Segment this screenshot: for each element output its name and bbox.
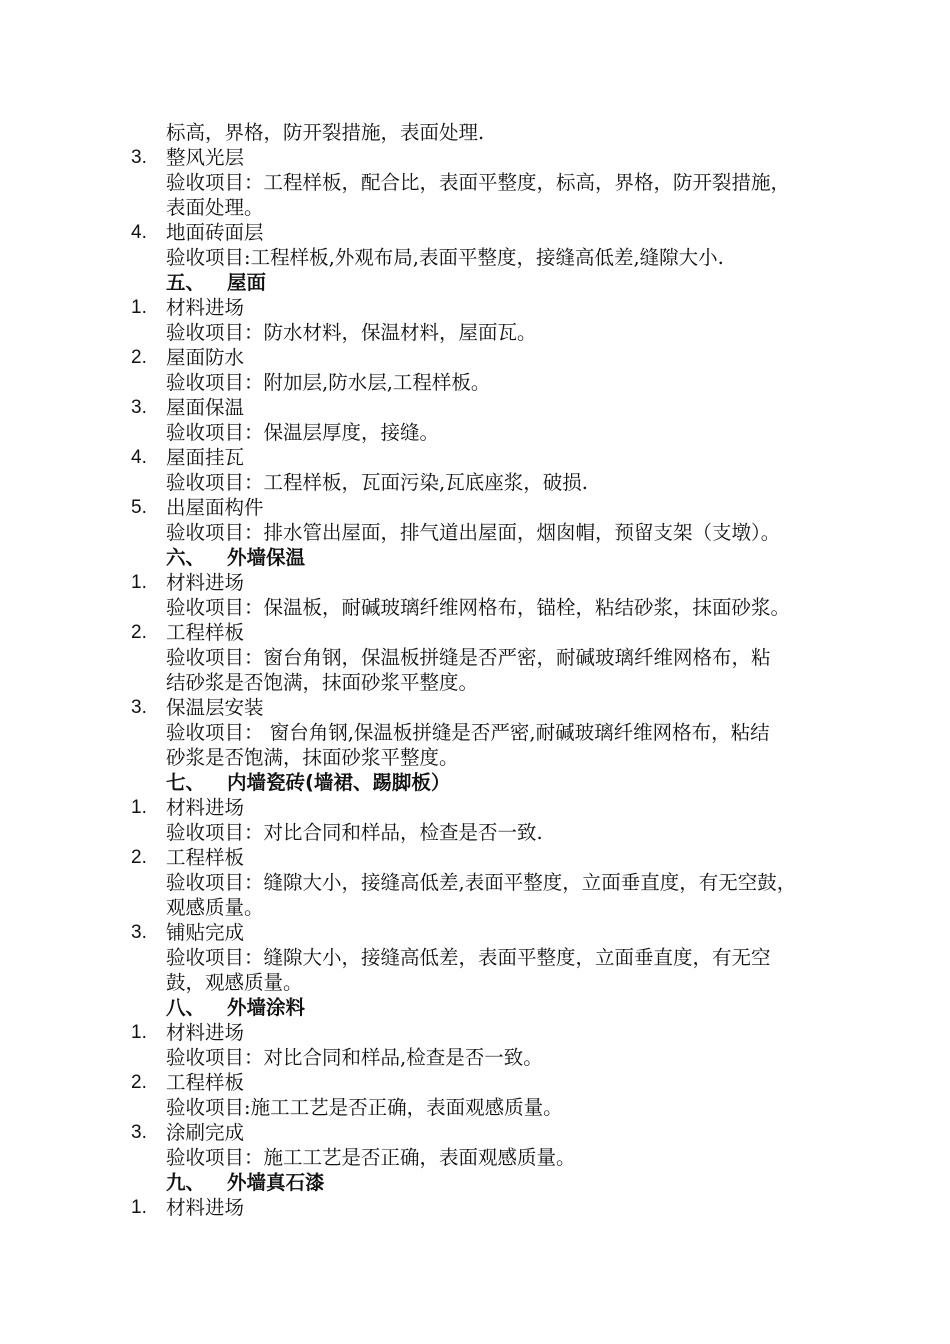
list-item-title: 材料进场 [166, 1196, 245, 1219]
body-text-line [0, 370, 950, 395]
body-text-line [0, 945, 950, 970]
list-item-number: 1. [131, 797, 147, 818]
section-heading-text [166, 270, 266, 295]
section-title: 外墙涂料 [227, 996, 306, 1019]
body-text: 验收项目：缝隙大小，接缝高低差,表面平整度，立面垂直度，有无空鼓， [166, 871, 797, 894]
body-text: 验收项目：保温层厚度，接缝。 [166, 421, 440, 444]
body-text-line [0, 470, 950, 495]
list-item [0, 445, 950, 470]
body-text-line [0, 1095, 950, 1120]
body-text-line [0, 245, 950, 270]
body-text-line [0, 745, 950, 770]
section-number: 八、 [166, 996, 206, 1019]
list-item [0, 395, 950, 420]
list-item-number: 3. [131, 697, 147, 718]
list-item-title: 整风光层 [166, 146, 245, 169]
list-item [0, 345, 950, 370]
list-item-number: 4. [131, 222, 147, 243]
list-item-number: 1. [131, 1197, 147, 1218]
body-text-line [0, 320, 950, 345]
list-item-title: 材料进场 [166, 1021, 245, 1044]
list-item-title: 屋面防水 [166, 346, 245, 369]
list-item-title: 保温层安装 [166, 696, 264, 719]
list-item [0, 1020, 950, 1045]
section-heading [0, 770, 950, 795]
list-item-title: 工程样板 [166, 1071, 245, 1094]
body-text-line [0, 595, 950, 620]
body-text: 验收项目：缝隙大小，接缝高低差，表面平整度，立面垂直度，有无空 [166, 946, 771, 969]
section-title: 屋面 [227, 271, 267, 294]
body-text: 验收项目：窗台角钢，保温板拼缝是否严密，耐碱玻璃纤维网格布，粘 [166, 646, 771, 669]
list-item-number: 1. [131, 572, 147, 593]
body-text-line [0, 670, 950, 695]
list-item [0, 695, 950, 720]
body-text-line [0, 1045, 950, 1070]
body-text: 鼓，观感质量。 [166, 971, 303, 994]
body-text: 验收项目：附加层,防水层,工程样板。 [166, 371, 491, 394]
list-item [0, 845, 950, 870]
list-item-number: 1. [131, 1022, 147, 1043]
section-heading [0, 995, 950, 1020]
list-item [0, 620, 950, 645]
list-item-number: 3. [131, 397, 147, 418]
list-item [0, 795, 950, 820]
body-text-line [0, 170, 950, 195]
list-item-number: 2. [131, 347, 147, 368]
body-text-line [0, 195, 950, 220]
list-item-number: 2. [131, 622, 147, 643]
list-item [0, 495, 950, 520]
list-item [0, 220, 950, 245]
list-item-title: 出屋面构件 [166, 496, 264, 519]
section-number: 七、 [166, 771, 206, 794]
body-text: 标高，界格，防开裂措施，表面处理. [166, 121, 485, 144]
body-text-line [0, 645, 950, 670]
list-item-title: 涂刷完成 [166, 1121, 245, 1144]
body-text: 验收项目：工程样板，配合比，表面平整度，标高，界格，防开裂措施， [166, 171, 791, 194]
body-text-line [0, 720, 950, 745]
body-text: 表面处理。 [166, 196, 264, 219]
list-item-number: 3. [131, 147, 147, 168]
list-item [0, 295, 950, 320]
list-item [0, 1070, 950, 1095]
body-text: 验收项目：保温板，耐碱玻璃纤维网格布，锚栓，粘结砂浆，抹面砂浆。 [166, 596, 791, 619]
body-text: 验收项目：对比合同和样品，检查是否一致. [166, 821, 543, 844]
list-item-title: 地面砖面层 [166, 221, 264, 244]
list-item-title: 材料进场 [166, 796, 245, 819]
section-heading [0, 1170, 950, 1195]
list-item-number: 4. [131, 447, 147, 468]
section-heading-text [166, 770, 450, 795]
section-title: 外墙保温 [227, 546, 306, 569]
section-heading-text [166, 1170, 325, 1195]
body-text: 观感质量。 [166, 896, 264, 919]
list-item [0, 570, 950, 595]
body-text: 验收项目：对比合同和样品,检查是否一致。 [166, 1046, 543, 1069]
list-item [0, 920, 950, 945]
list-item-title: 屋面保温 [166, 396, 245, 419]
body-text: 验收项目：排水管出屋面，排气道出屋面，烟囱帽，预留支架（支墩）。 [166, 521, 781, 544]
body-text-line [0, 420, 950, 445]
body-text: 验收项目：防水材料，保温材料，屋面瓦。 [166, 321, 537, 344]
body-text-line [0, 895, 950, 920]
section-heading-text [166, 545, 305, 570]
body-text: 验收项目： 窗台角钢,保温板拼缝是否严密,耐碱玻璃纤维网格布，粘结 [166, 721, 770, 744]
list-item-number: 3. [131, 922, 147, 943]
list-item-title: 材料进场 [166, 571, 245, 594]
list-item [0, 145, 950, 170]
document-page [0, 120, 950, 1220]
body-text-line [0, 870, 950, 895]
section-number: 六、 [166, 546, 206, 569]
body-text: 验收项目：工程样板，瓦面污染,瓦底座浆，破损. [166, 471, 588, 494]
body-text-line [0, 520, 950, 545]
section-title: 内墙瓷砖(墙裙、踢脚板） [227, 771, 451, 794]
list-item-number: 2. [131, 1072, 147, 1093]
section-number: 九、 [166, 1171, 206, 1194]
body-text-line [0, 120, 950, 145]
body-text-line [0, 1145, 950, 1170]
list-item-title: 屋面挂瓦 [166, 446, 245, 469]
body-text: 砂浆是否饱满，抹面砂浆平整度。 [166, 746, 459, 769]
list-item-number: 3. [131, 1122, 147, 1143]
list-item-title: 工程样板 [166, 846, 245, 869]
body-text-line [0, 970, 950, 995]
list-item [0, 1120, 950, 1145]
section-number: 五、 [166, 271, 206, 294]
body-text-line [0, 820, 950, 845]
body-text: 验收项目:工程样板,外观布局,表面平整度，接缝高低差,缝隙大小. [166, 246, 724, 269]
list-item-title: 铺贴完成 [166, 921, 245, 944]
list-item-number: 5. [131, 497, 147, 518]
list-item-title: 材料进场 [166, 296, 245, 319]
body-text: 结砂浆是否饱满，抹面砂浆平整度。 [166, 671, 479, 694]
list-item-number: 1. [131, 297, 147, 318]
section-title: 外墙真石漆 [227, 1171, 325, 1194]
list-item-number: 2. [131, 847, 147, 868]
body-text: 验收项目:施工工艺是否正确，表面观感质量。 [166, 1096, 563, 1119]
body-text: 验收项目：施工工艺是否正确，表面观感质量。 [166, 1146, 576, 1169]
list-item-title: 工程样板 [166, 621, 245, 644]
section-heading-text [166, 995, 305, 1020]
section-heading [0, 545, 950, 570]
list-item [0, 1195, 950, 1220]
section-heading [0, 270, 950, 295]
